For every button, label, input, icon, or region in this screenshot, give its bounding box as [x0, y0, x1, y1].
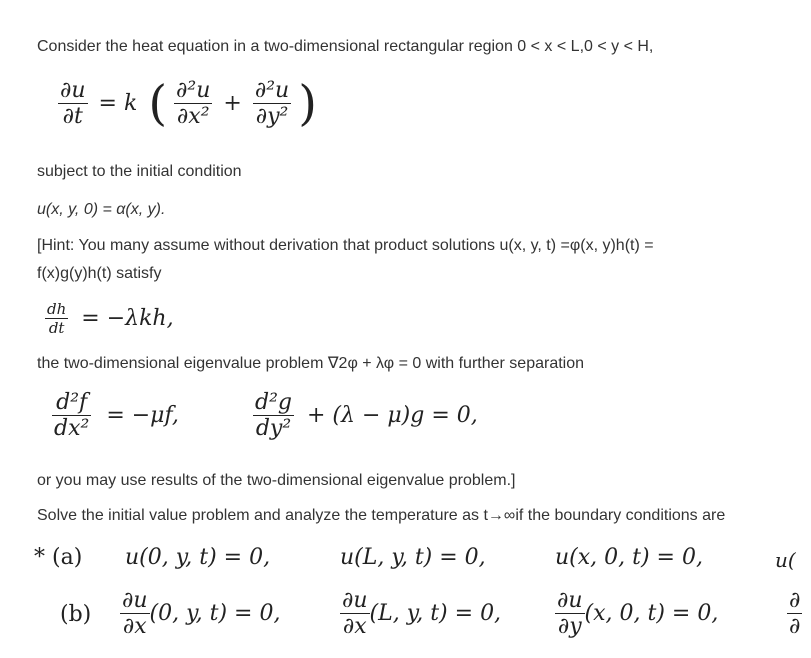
lhs-fraction: $\frac{\partial u}{\partial t}$	[60, 78, 86, 129]
intro-text: Consider the heat equation in a two-dimensional rectangular region 0 < x < L,0 < y < H,	[37, 38, 654, 55]
part-a-cond-3: u(x, 0, t) = 0,	[555, 545, 703, 570]
part-a-cond-4: u(	[775, 548, 796, 572]
eigenvalue-text: the two-dimensional eigenvalue problem ∇2φ + λφ = 0 with further separation	[37, 355, 585, 372]
part-b-cond-4: $\frac{\partial}{\partial}$	[789, 588, 801, 639]
part-b-cond-1: $\frac{\partial u}{\partial x}$ (0, y, t) = 0,	[122, 588, 281, 639]
ode-h: $\frac{dh}{dt}$ = −λkh,	[47, 300, 174, 337]
or-text: or you may use results of the two-dimensional eigenvalue problem.]	[37, 472, 516, 489]
part-b-cond-2: $\frac{\partial u}{\partial x}$ (L, y, t) = 0,	[342, 588, 502, 639]
initial-condition: u(x, y, 0) = α(x, y).	[37, 201, 166, 218]
term-xx: $\frac{\text{∂²u}}{\text{∂x²}}$	[176, 78, 211, 129]
part-b-cond-3: $\frac{\partial u}{\partial y}$ (x, 0, t) = 0,	[557, 588, 719, 639]
heat-equation: $\frac{\partial u}{\partial t}$ = k ( $\frac{\text{∂²u}}{\text{∂x²}}$ + $\frac{\text{∂²u}}{\text{∂y²}}$ )	[60, 75, 317, 132]
part-a-label: * (a)	[34, 545, 83, 570]
hint-line-1: [Hint: You many assume without derivation that product solutions u(x, y, t) =φ(x, y)h(t) =	[37, 237, 654, 254]
ode-g: $\frac{\text{d²g}}{\text{dy²}}$ + (λ − μ)g = 0,	[255, 390, 478, 441]
term-yy: $\frac{\text{∂²u}}{\text{∂y²}}$	[254, 78, 290, 129]
part-a-cond-2: u(L, y, t) = 0,	[340, 545, 486, 570]
ode-f: $\frac{\text{d²f}}{\text{dx²}}$ = −μf,	[54, 390, 179, 441]
subject-text: subject to the initial condition	[37, 163, 242, 180]
hint-line-2: f(x)g(y)h(t) satisfy	[37, 265, 162, 282]
part-a-cond-1: u(0, y, t) = 0,	[125, 545, 271, 570]
part-b-label: (b)	[60, 602, 92, 627]
solve-text: Solve the initial value problem and analyze the temperature as t→∞if the boundary conditions are	[37, 507, 726, 524]
